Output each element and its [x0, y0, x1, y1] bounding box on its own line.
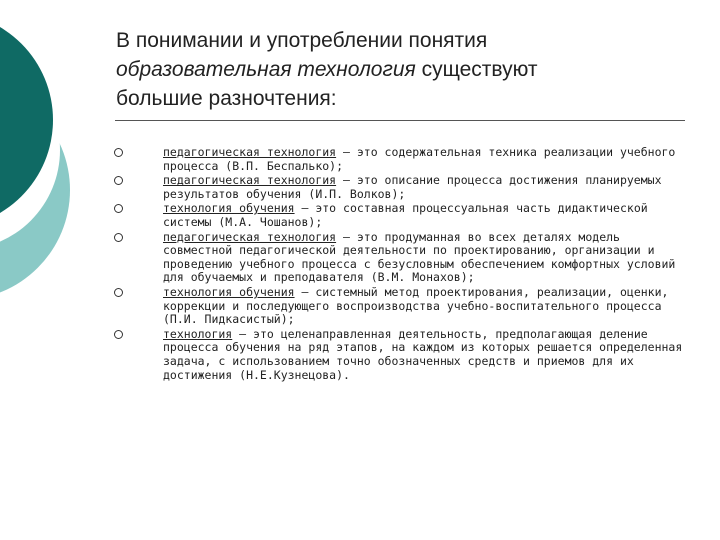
circle-bullet-icon: [114, 204, 123, 213]
list-item: [0, 202, 720, 229]
item-text: – это содержательная техника реализации учебного процесса (В.П. Беспалько);: [163, 145, 676, 173]
title-line-2-rest: существуют: [415, 58, 538, 81]
item-term: педагогическая технология: [163, 229, 337, 244]
item-term: технология: [163, 326, 233, 341]
list-item: [0, 174, 720, 201]
circle-bullet-icon: [114, 330, 123, 339]
title-line-2: [116, 55, 706, 84]
circle-bullet-icon: [114, 233, 123, 242]
item-term: технология обучения: [163, 284, 295, 299]
title-line-3: большие разночтения:: [116, 87, 337, 110]
circle-bullet-icon: [114, 176, 123, 185]
list-item: [0, 328, 720, 382]
item-text: – это продуманная во всех деталях модель совместной педагогической деятельности по проектированию, организации и проведению учебного процесса с безусловным обеспечением комфортных условий для обучаемых и преподавателя (В.М. Монахов);: [163, 229, 676, 285]
item-text: – системный метод проектирования, реализации, оценки, коррекции и последующего воспроизводства учебно-воспитательного процесса (П.И. Пидкасистый);: [163, 284, 669, 327]
item-term: педагогическая технология: [163, 145, 337, 159]
item-text: – это составная процессуальная часть дидактической системы (М.А. Чошанов);: [163, 201, 648, 229]
circle-bullet-icon: [114, 148, 123, 157]
item-term: технология обучения: [163, 201, 295, 216]
item-text: – это описание процесса достижения планируемых результатов обучения (И.П. Волков);: [163, 173, 662, 201]
circle-bullet-icon: [114, 288, 123, 297]
item-text: – это целенаправленная деятельность, предполагающая деление процесса обучения на ряд этапов, на каждом из которых решается определенная задача, с использованием точно обозначенных средств и приемов для их достижения (Н.Е.Кузнецова).: [163, 326, 683, 382]
title-divider: [115, 120, 685, 121]
list-item: [0, 146, 720, 173]
title-line-1: В понимании и употреблении понятия: [116, 29, 488, 52]
definition-list: [0, 146, 720, 383]
item-term: педагогическая технология: [163, 173, 337, 188]
slide-title: [116, 26, 706, 113]
list-item: [0, 286, 720, 327]
list-item: [0, 231, 720, 285]
title-emphasis: образовательная технология: [116, 58, 416, 81]
